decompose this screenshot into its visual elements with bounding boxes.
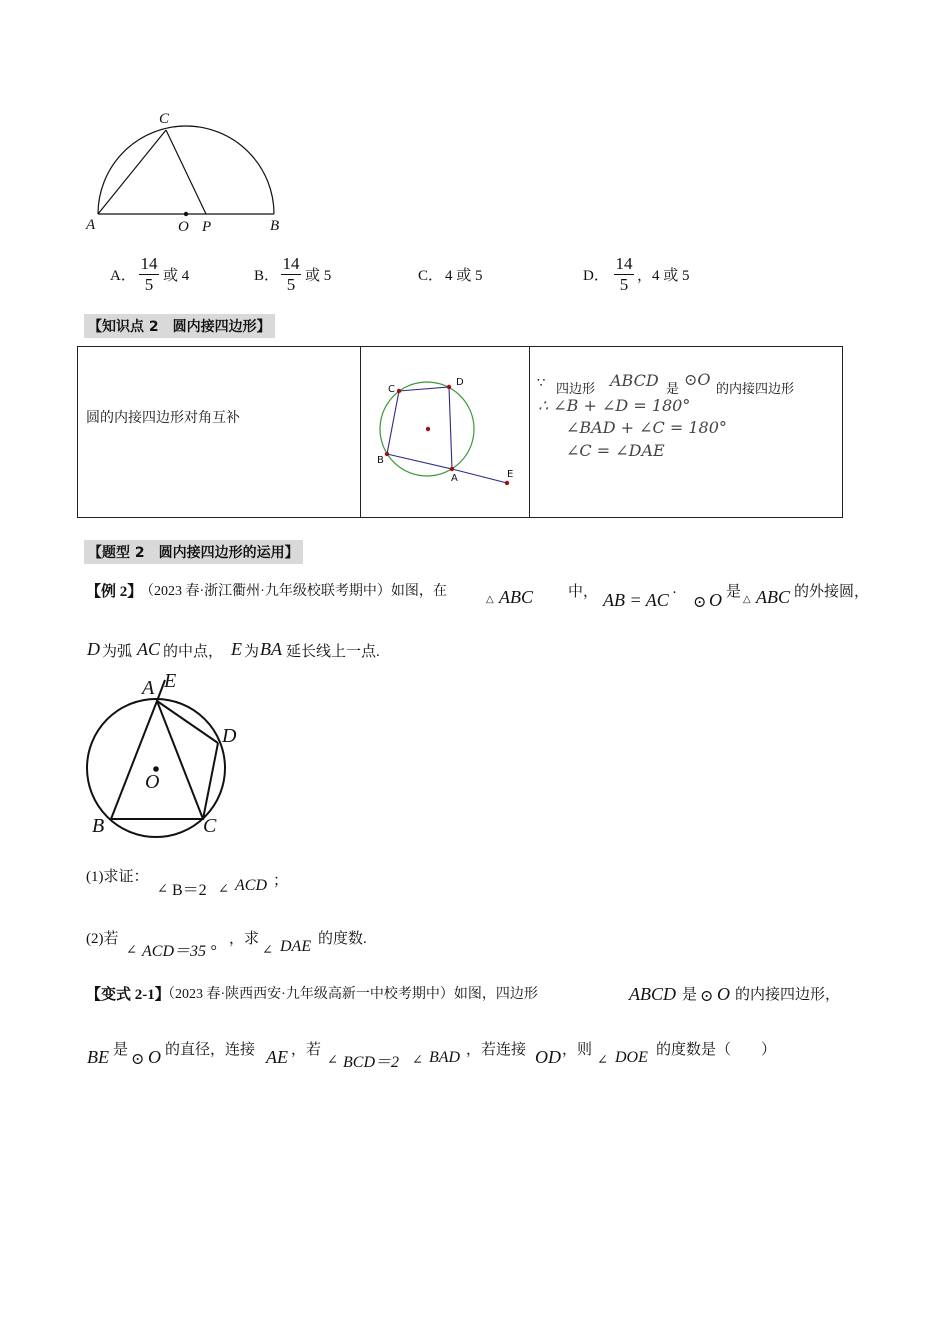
variant21-shi: 是 xyxy=(682,987,698,1003)
circle-dot-icon: ⊙ xyxy=(131,1051,145,1068)
option-a-fraction xyxy=(139,254,159,295)
example2-figure xyxy=(80,670,250,840)
vertex-c xyxy=(397,389,401,393)
quad-label-e: E xyxy=(507,469,514,480)
proof-line1-circle: ⊙O xyxy=(684,370,711,389)
knowledge-statement: 圆的内接四边形对角互补 xyxy=(86,410,240,426)
proof-because: ∵ xyxy=(537,376,546,391)
triangle-icon: △ xyxy=(743,594,751,605)
fraction-numerator: 14 xyxy=(282,254,300,273)
example2-t3: 为 xyxy=(244,644,260,660)
fig2-label-o: O xyxy=(145,771,160,793)
triangle-abc xyxy=(111,701,203,819)
example2-shi: 是 xyxy=(726,584,742,600)
center-point-o xyxy=(184,212,188,216)
example2-zhong: 中， xyxy=(568,584,599,600)
option-d-suffix: ，4 或 5 xyxy=(637,268,690,284)
variant21-ae: AE xyxy=(266,1047,288,1067)
vertex-b xyxy=(385,452,389,456)
quad-label-c: C xyxy=(388,384,395,395)
variant21-t5: ，则 xyxy=(562,1042,593,1058)
example2-t1: 为弧 xyxy=(102,644,133,660)
extension-ae xyxy=(452,469,507,483)
example2-source: （2023 春·浙江衢州·九年级校联考期中）如图，在 xyxy=(140,584,447,599)
proof-line1-abcd: ABCD xyxy=(610,371,659,390)
variant21-circ: O xyxy=(717,984,730,1004)
proof-line1-mid: 是 xyxy=(666,382,680,397)
fig2-label-d: D xyxy=(222,725,237,747)
q1-math: B＝2 xyxy=(172,882,207,899)
option-a-letter[interactable]: A． xyxy=(110,268,136,284)
variant21-m3: DOE xyxy=(615,1049,648,1066)
fraction-denominator: 5 xyxy=(619,275,629,294)
option-d-fraction xyxy=(614,254,634,295)
variant21-o: O xyxy=(148,1047,161,1067)
q2-dae: DAE xyxy=(280,938,312,955)
quad-label-b: B xyxy=(377,455,384,466)
quad-label-d: D xyxy=(456,377,464,388)
quad-label-a: A xyxy=(451,473,458,484)
segment-dc xyxy=(203,743,218,819)
variant21-m2: BAD xyxy=(429,1049,461,1066)
example2-eq: AB = AC xyxy=(603,590,669,610)
circle-dot-icon: ⊙ xyxy=(693,594,707,611)
option-d-letter[interactable]: D． xyxy=(583,268,609,284)
proof-line1-pre: 四边形 xyxy=(556,382,596,397)
example2-d: D xyxy=(87,639,100,659)
angle-icon: ∠ xyxy=(327,1052,338,1067)
variant21-m1: BCD＝2 xyxy=(343,1054,400,1071)
label-a: A xyxy=(86,217,96,233)
quadrilateral-abcd xyxy=(387,387,452,469)
option-b-suffix: 或 5 xyxy=(305,268,332,284)
example2-tri2: ABC xyxy=(756,587,790,607)
example2-ac: AC xyxy=(137,639,161,659)
fig2-label-a: A xyxy=(142,677,155,699)
variant21-label: 【变式 2-1】 xyxy=(86,987,170,1003)
triangle-icon: △ xyxy=(486,594,494,605)
variant21-t2: 的直径，连接 xyxy=(165,1042,256,1058)
option-c-text: 4 或 5 xyxy=(445,268,483,284)
label-c: C xyxy=(159,111,170,127)
proof-line4: ∠C = ∠DAE xyxy=(566,441,665,460)
option-b-fraction xyxy=(281,254,301,295)
q2-mid: ，求 xyxy=(229,931,260,947)
angle-icon: ∠ xyxy=(412,1052,423,1067)
type-2-header: 【题型 2 圆内接四边形的运用】 xyxy=(84,540,303,564)
q1-end: ； xyxy=(273,873,289,889)
variant21-t3: ，若 xyxy=(291,1042,322,1058)
fig2-label-c: C xyxy=(203,815,217,837)
example2-t4: 延长线上一点. xyxy=(286,644,380,660)
example2-label: 【例 2】 xyxy=(86,584,143,600)
angle-icon: ∠ xyxy=(126,942,137,957)
example2-ba: BA xyxy=(260,639,282,659)
proof-line2: ∴ ∠B + ∠D = 180° xyxy=(538,396,691,415)
angle-icon: ∠ xyxy=(597,1052,608,1067)
variant21-od: OD xyxy=(535,1047,561,1067)
variant21-t1: 是 xyxy=(113,1042,129,1058)
example2-t2: 的中点， xyxy=(163,644,224,660)
label-p: P xyxy=(202,219,212,235)
variant21-abcd: ABCD xyxy=(629,984,676,1004)
label-b: B xyxy=(270,218,280,234)
center-dot xyxy=(426,427,430,431)
vertex-a xyxy=(450,467,454,471)
angle-icon: ∠ xyxy=(218,881,229,896)
fig2-label-e: E xyxy=(164,670,177,692)
fraction-numerator: 14 xyxy=(615,254,633,273)
q2-prefix: (2)若 xyxy=(86,931,119,947)
point-e xyxy=(505,481,509,485)
example2-dot: · xyxy=(672,585,677,601)
example2-circ: O xyxy=(709,590,722,610)
example2-e: E xyxy=(231,639,242,659)
segment-cp xyxy=(166,130,206,214)
proof-line3: ∠BAD + ∠C = 180° xyxy=(566,418,727,437)
fraction-denominator: 5 xyxy=(286,275,296,294)
variant21-be: BE xyxy=(87,1047,109,1067)
variant21-t4: ，若连接 xyxy=(466,1042,527,1058)
option-a-suffix: 或 4 xyxy=(163,268,190,284)
angle-icon: ∠ xyxy=(157,881,168,896)
label-o: O xyxy=(178,219,189,235)
angle-icon: ∠ xyxy=(262,942,273,957)
variant21-tail: 的内接四边形， xyxy=(735,987,841,1003)
variant21-t6: 的度数是（ ） xyxy=(656,1042,777,1058)
variant21-source: （2023 春·陕西西安·九年级高新一中校考期中）如图，四边形 xyxy=(161,987,538,1002)
fraction-numerator: 14 xyxy=(140,254,158,273)
fraction-denominator: 5 xyxy=(144,275,154,294)
example2-tri1: ABC xyxy=(499,587,533,607)
fig2-label-b: B xyxy=(92,815,105,837)
knowledge-point-2-header: 【知识点 2 圆内接四边形】 xyxy=(84,314,275,338)
q1-prefix: (1)求证： xyxy=(86,869,149,885)
vertex-d xyxy=(447,385,451,389)
q1-acd: ACD xyxy=(235,877,267,894)
example2-tail: 的外接圆， xyxy=(794,584,870,600)
q2-end: 的度数. xyxy=(318,931,367,947)
proof-line1-post: 的内接四边形 xyxy=(716,382,795,397)
semicircle-arc xyxy=(98,126,274,214)
option-c-letter[interactable]: C． xyxy=(418,268,444,284)
q2-math: ACD＝35 ° xyxy=(142,943,217,960)
circle-dot-icon: ⊙ xyxy=(700,988,714,1005)
option-b-letter[interactable]: B． xyxy=(254,268,280,284)
